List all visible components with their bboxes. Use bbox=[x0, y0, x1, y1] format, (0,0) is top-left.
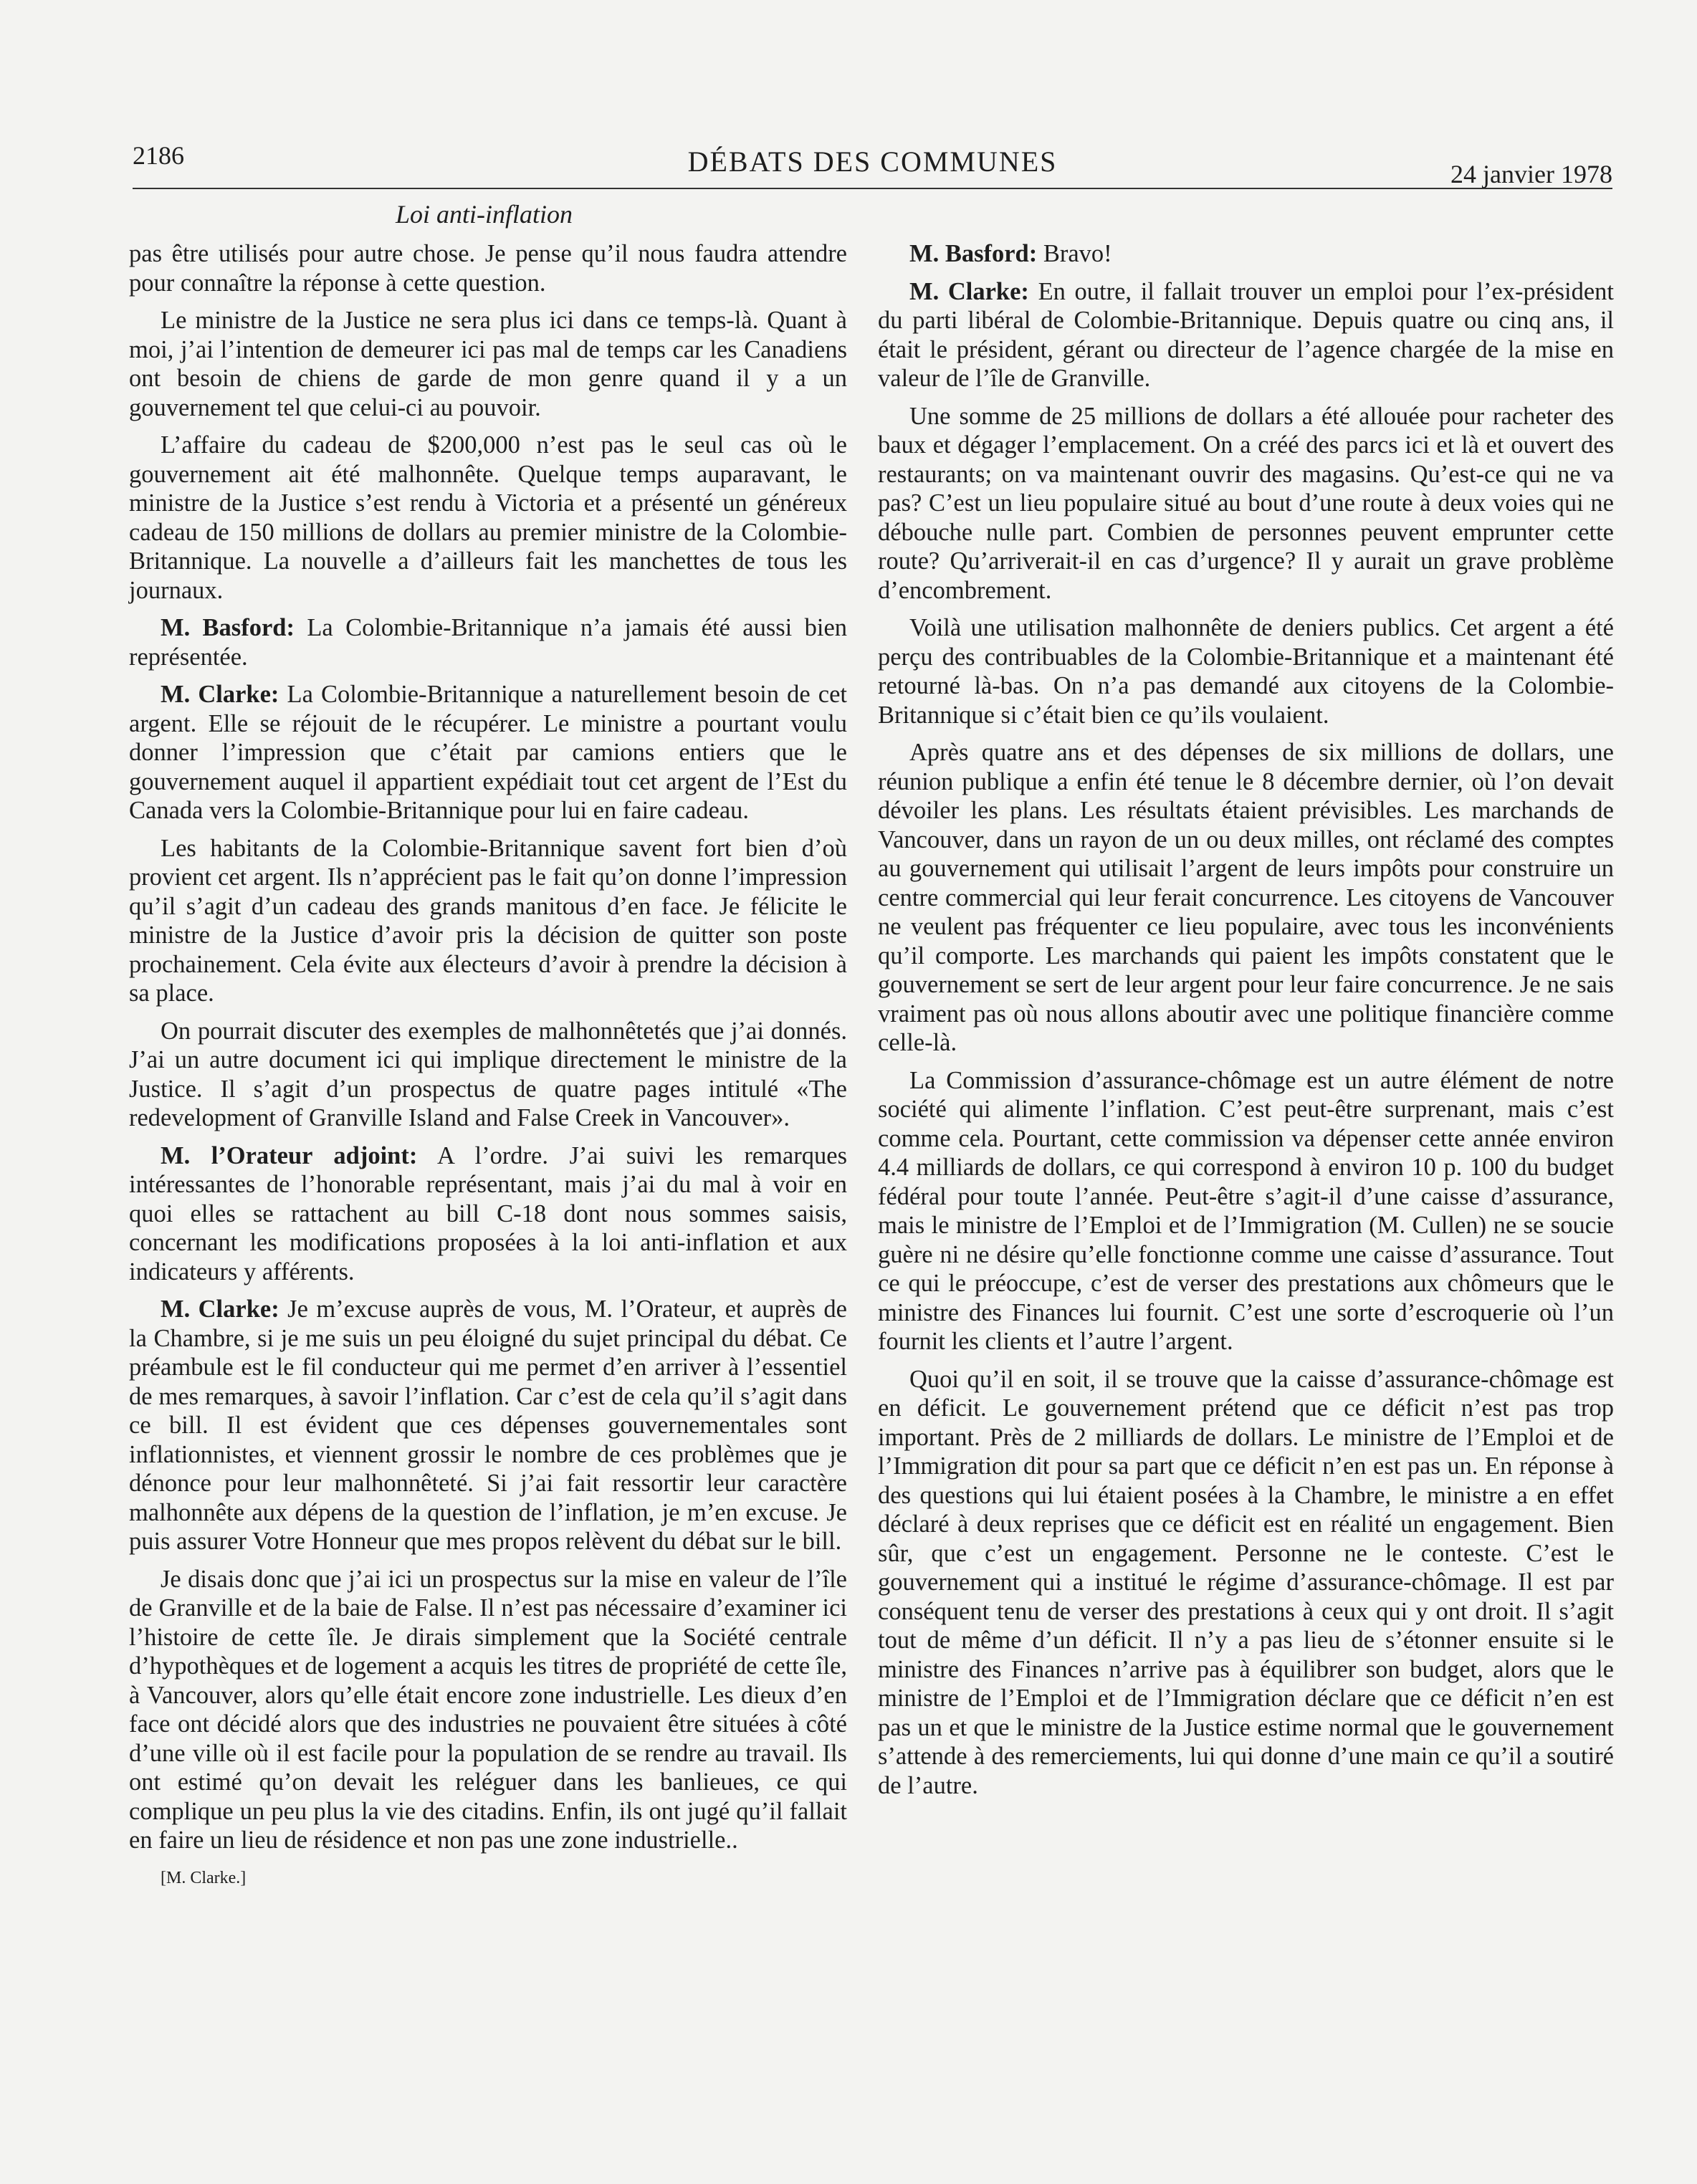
paragraph-text: Je m’excuse auprès de vous, M. l’Orateur, et auprès de la Chambre, si je me suis un peu éloigné du sujet principal du débat. Ce préambule est le fil conducteur qui me permet d’en arriver à l’essentiel de mes remarques, à savoir l’inflation. Car c’est de cela qu’il s’agit dans ce bill. Il est évident que ces dépenses gouvernementales sont inflationnistes, et viennent grossir le nombre de ces problèmes que je dénonce pour leur malhonnêteté. Si j’ai fait ressortir leur caractère malhonnête aux dépens de la question de l’inflation, je m’en excuse. Je puis assurer Votre Honneur que mes propos relèvent du débat sur le bill. bbox=[129, 1295, 847, 1555]
paragraph-text: En outre, il fallait trouver un emploi pour l’ex-président du parti libéral de Colombie-Britannique. Depuis quatre ou cinq ans, il était le président, gérant ou directeur de l’agence chargée de la mise en valeur de l’île de Granville. bbox=[878, 277, 1615, 392]
paragraph-text: On pourrait discuter des exemples de malhonnêtetés que j’ai donnés. J’ai un autre document ici qui implique directement le ministre de la Justice. Il s’agit d’un prospectus de quatre pages intitulé «The redevelopment of Granville Island and False Creek in Vancouver». bbox=[129, 1017, 847, 1131]
paragraph-text: Après quatre ans et des dépenses de six millions de dollars, une réunion publique a enfin été tenue le 8 décembre dernier, où l’on devait dévoiler les plans. Les résultats étaient prévisibles. Les marchands de Vancouver, dans un rayon de un ou deux milles, ont réclamé des comptes au gouvernement qui utilisait l’argent de leurs impôts pour construire un centre commercial qui leur ferait concurrence. Les citoyens de Vancouver ne veulent pas fréquenter ce lieu populaire, avec tous les inconvénients qu’il comporte. Les marchands qui paient les impôts constatent que le gouvernement se sert de leur argent pour leur faire concurrence. Je ne sais vraiment pas où nous allons aboutir avec une politique financière comme celle-là. bbox=[878, 739, 1614, 1056]
paragraph bbox=[878, 1365, 1614, 1801]
paragraph-text: La Colombie-Britannique a naturellement besoin de cet argent. Elle se réjouit de le récupérer. Le ministre a pourtant voulu donner l’impression que c’était par camions entiers que le gouvernement auquel il appartient expédiait tout cet argent de l’Est du Canada vers la Colombie-Britannique pour lui en faire cadeau. bbox=[129, 681, 847, 824]
speaker-name: M. Clarke: bbox=[161, 681, 279, 708]
paragraph-text: La Commission d’assurance-chômage est un autre élément de notre société qui alimente l’inflation. C’est peut-être surprenant, mais c’est comme cela. Pourtant, cette commission va dépenser cette année environ 4.4 milliards de dollars, ce qui correspond à environ 10 p. 100 du budget fédéral pour toute l’année. Peut-être s’agit-il d’une caisse d’assurance, mais le ministre de l’Emploi et de l’Immigration (M. Cullen) ne se soucie guère ni ne désire qu’elle fonctionne comme une caisse d’assurance. Tout ce qui le préoccupe, c’est de verser des prestations aux chômeurs que le ministre des Finances lui fournit. C’est une sorte d’escroquerie où l’un fournit les clients et l’autre l’argent. bbox=[878, 1066, 1614, 1355]
issue-date: 24 janvier 1978 bbox=[1450, 160, 1612, 188]
speaker-name: M. Clarke: bbox=[909, 277, 1029, 305]
paragraph bbox=[129, 1565, 847, 1855]
paragraph-text: Une somme de 25 millions de dollars a été allouée pour racheter des baux et dégager l’emplacement. On a créé des parcs ici et là et ouvert des restaurants; on va maintenant ouvrir des magasins. Qu’est-ce qui ne va pas? C’est un lieu populaire situé au bout d’une route à deux voies qui ne débouche nulle part. Combien de personnes peuvent emprunter cette route? Qu’arriverait-il en cas d’urgence? Il y aurait un grave problème d’encombrement. bbox=[878, 402, 1614, 604]
paragraph-text: pas être utilisés pour autre chose. Je pense qu’il nous faudra attendre pour connaître la réponse à cette question. bbox=[129, 240, 847, 297]
journal-title: DÉBATS DES COMMUNES bbox=[687, 145, 1058, 178]
speaker-tag: [M. Clarke.] bbox=[161, 1868, 247, 1887]
paragraph-text: L’affaire du cadeau de $200,000 n’est pas le seul cas où le gouvernement ait été malhonnête. Quelque temps auparavant, le ministre de la Justice s’est rendu à Victoria et a présenté un généreux cadeau de 150 millions de dollars au premier ministre de la Colombie-Britannique. La nouvelle a d’ailleurs fait les manchettes de tous les journaux. bbox=[129, 431, 847, 604]
paragraph bbox=[129, 239, 847, 297]
paragraph-text: La Colombie-Britannique n’a jamais été aussi bien représentée. bbox=[129, 614, 848, 671]
paragraph-text: Quoi qu’il en soit, il se trouve que la caisse d’assurance-chômage est en déficit. Le gouvernement prétend que ce déficit n’est pas trop important. Près de 2 milliards de dollars. Le ministre de l’Emploi et de l’Immigration dit pour sa part que ce déficit n’en est pas un. En réponse à des questions qui lui étaient posées à la Chambre, le ministre a en effet déclaré à deux reprises que ce déficit est en réalité un engagement. Bien sûr, que c’est un engagement. Personne ne le conteste. C’est le gouvernement qui a institué le régime d’assurance-chômage. Il est par conséquent tenu de verser des prestations à ceux qui y ont droit. Il s’agit tout de même d’un déficit. Il n’y a pas lieu de s’étonner ensuite si le ministre des Finances n’arrive pas à équilibrer son budget, alors que le ministre de l’Emploi et de l’Immigration déclare que ce déficit n’en est pas un et que le ministre de la Justice estime normal que le gouvernement s’attende à des remerciements, lui qui donne d’une main ce qu’il a soutiré de l’autre. bbox=[878, 1365, 1614, 1799]
speaker-name: M. Basford: bbox=[161, 614, 295, 641]
right-column bbox=[878, 239, 1614, 1809]
speech-paragraph bbox=[878, 277, 1614, 393]
paragraph bbox=[878, 738, 1614, 1058]
speech-paragraph bbox=[129, 613, 847, 671]
paragraph bbox=[129, 306, 847, 422]
speech-paragraph bbox=[129, 680, 847, 825]
paragraph-text: Je disais donc que j’ai ici un prospectus sur la mise en valeur de l’île de Granville et de la baie de False. Il n’est pas nécessaire d’examiner ici l’histoire de cette île. Je dirais simplement que la Société centrale d’hypothèques et de logement a acquis les titres de propriété de cette île, à Vancouver, alors qu’elle était encore zone industrielle. Les dieux d’en face ont décidé alors que des industries ne pouvaient être situées à côté d’une ville où il est facile pour la population de se rendre au travail. Ils ont estimé qu’on devait les reléguer dans les banlieues, ce qui complique un peu plus la vie des citadins. Enfin, ils ont jugé qu’il fallait en faire un lieu de résidence et non pas une zone industrielle.. bbox=[129, 1565, 847, 1854]
speaker-name: M. Basford: bbox=[909, 240, 1038, 267]
page-header bbox=[133, 140, 1612, 189]
paragraph bbox=[878, 613, 1614, 729]
speech-paragraph bbox=[129, 1141, 847, 1287]
paragraph-text: Bravo! bbox=[1043, 240, 1112, 267]
paragraph bbox=[878, 1066, 1614, 1356]
page-number: 2186 bbox=[133, 141, 184, 170]
speech-paragraph bbox=[129, 1295, 847, 1556]
paragraph bbox=[129, 1017, 847, 1133]
speaker-name: M. Clarke: bbox=[161, 1295, 279, 1323]
paragraph bbox=[129, 431, 847, 605]
paragraph bbox=[878, 402, 1614, 605]
paragraph-text: A l’ordre. J’ai suivi les remarques intéressantes de l’honorable représentant, mais j’ai du mal à voir en quoi elles se rattachent au bill C-18 dont nous sommes saisis, concernant les modifications proposées à la loi anti-inflation et aux indicateurs y afférents. bbox=[129, 1141, 847, 1285]
paragraph bbox=[129, 834, 847, 1008]
paragraph-text: Les habitants de la Colombie-Britannique savent fort bien d’où provient cet argent. Ils n’apprécient pas le fait qu’on donne l’impression qu’il s’agit d’un cadeau des grands manitous d’en face. Je félicite le ministre de la Justice d’avoir pris la décision de quitter son poste prochainement. Cela évite aux électeurs d’avoir à prendre la décision à sa place. bbox=[129, 834, 847, 1007]
speaker-name: M. l’Orateur adjoint: bbox=[161, 1141, 418, 1169]
speech-paragraph bbox=[878, 239, 1614, 269]
paragraph-text: Voilà une utilisation malhonnête de deniers publics. Cet argent a été perçu des contribuables de la Colombie-Britannique et a maintenant été retourné là-bas. On n’a pas demandé aux citoyens de la Colombie-Britannique si c’était bien ce qu’ils voulaient. bbox=[878, 614, 1614, 729]
header-rule bbox=[133, 188, 1612, 189]
left-column bbox=[129, 239, 847, 1901]
running-subject: Loi anti-inflation bbox=[396, 200, 573, 229]
paragraph-text: Le ministre de la Justice ne sera plus ici dans ce temps-là. Quant à moi, j’ai l’intention de demeurer ici pas mal de temps car les Canadiens ont besoin de chiens de garde de mon genre quand il y a un gouvernement tel que celui-ci au pouvoir. bbox=[129, 307, 847, 421]
